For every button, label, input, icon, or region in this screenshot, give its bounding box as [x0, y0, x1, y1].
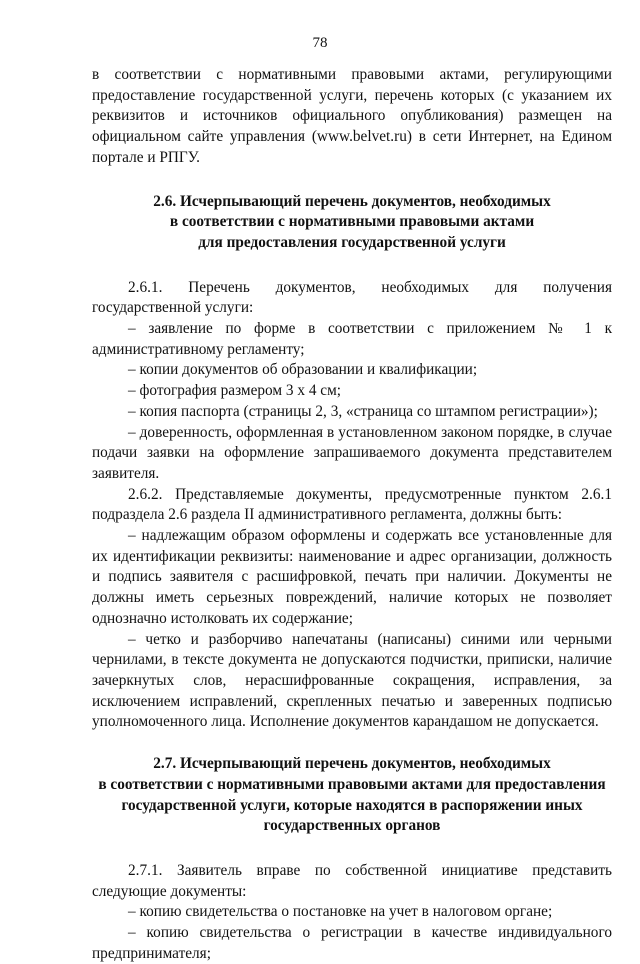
list-item: – копии документов об образовании и квалификации; [128, 361, 478, 379]
intro-paragraph: в соответствии с нормативными правовыми актами, регулирующими предоставление государственной услуги, перечень которых (с указанием их реквизитов и источников официального опубликования) размещен на официальном сайте управления (www.belvet.ru) в сети Интернет, на Едином портале и РПГУ. [92, 66, 612, 166]
section-2-6-heading [92, 192, 612, 254]
heading-line: в соответствии с нормативными правовыми актами [169, 213, 535, 231]
list-item: – заявление по форме в соответствии с приложением № 1 к административному регламенту; [92, 320, 612, 358]
page-number: 78 [312, 35, 328, 51]
heading-line: 2.7. Исчерпывающий перечень документов, необходимых [153, 755, 551, 773]
section-2-7-heading [92, 754, 612, 837]
heading-line: государственной услуги, которые находятся в распоряжении иных [121, 796, 583, 814]
paragraph-2-6-1: 2.6.1. Перечень документов, необходимых для получения государственной услуги: [92, 278, 612, 317]
requirement-item: – надлежащим образом оформлены и содержать все установленные для их идентификации реквизиты: наименование и адрес организации, должность и подпись заявителя с расшифровкой, печать при наличии. Документы не должны иметь серьезных повреждений, наличие которых не позволяет однозначно истолковать их содержание; [92, 527, 612, 627]
heading-line: для предоставления государственной услуги [198, 233, 506, 251]
heading-line: в соответствии с нормативными правовыми актами для предоставления [98, 775, 606, 793]
heading-line: государственных органов [263, 817, 441, 835]
list-item: – копию свидетельства о регистрации в качестве индивидуального предпринимателя; [92, 924, 612, 962]
requirement-item: – четко и разборчиво напечатаны (написаны) синими или черными чернилами, в тексте документа не допускаются подчистки, приписки, наличие зачеркнутых слов, нерасшифрованные сокращения, исправления, за исключением исправлений, скрепленных печатью и заверенных подписью уполномоченного лица. Исполнение документов карандашом не допускается. [92, 630, 612, 731]
list-item: – копия паспорта (страницы 2, 3, «страница со штампом регистрации»); [128, 402, 598, 420]
heading-line: 2.6. Исчерпывающий перечень документов, необходимых [153, 192, 551, 210]
list-item: – доверенность, оформленная в установленном законом порядке, в случае подачи заявки на оформление запрашиваемого документа представителем заявителя. [92, 423, 612, 482]
paragraph-2-7-1: 2.7.1. Заявитель вправе по собственной инициативе представить следующие документы: [92, 861, 612, 900]
list-item: – фотография размером 3 х 4 см; [128, 382, 342, 400]
paragraph-2-6-2: 2.6.2. Представляемые документы, предусмотренные пунктом 2.6.1 подраздела 2.6 раздела II административного регламента, должны быть: [92, 485, 612, 524]
list-item: – копию свидетельства о постановке на учет в налоговом органе; [128, 903, 553, 921]
page-content [92, 65, 612, 964]
